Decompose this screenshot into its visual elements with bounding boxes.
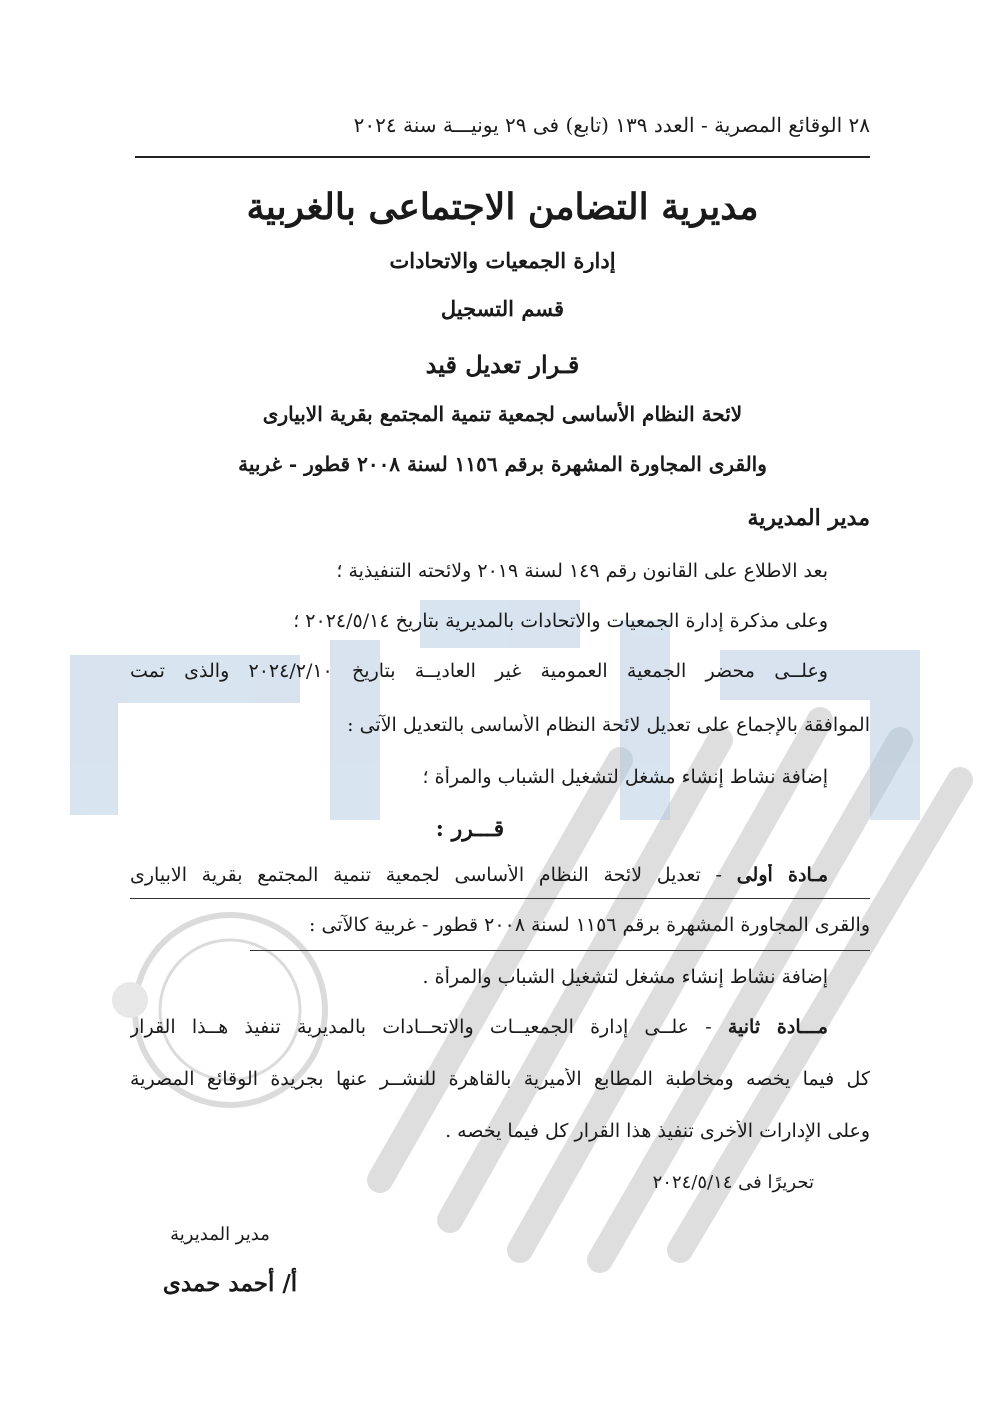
decision-type: قـرار تعديل قيد — [425, 350, 580, 379]
article-2-text: - علــى إدارة الجمعيــات والاتحــادات بالمديرية تنفيذ هــذا القرار — [130, 1016, 728, 1038]
issue-date: تحريرًا فى ٢٠٢٤/٥/١٤ — [652, 1172, 814, 1193]
preamble-line-5: إضافة نشاط إنشاء مشغل لتشغيل الشباب والمرأة ؛ — [422, 766, 828, 788]
article-1-line-1 — [130, 864, 870, 886]
subject-line-1: لائحة النظام الأساسى لجمعية تنمية المجتمع بقرية الابيارى — [262, 402, 743, 426]
subject-line-2: والقرى المجاورة المشهرة برقم ١١٥٦ لسنة ٢٠٠٨ قطور - غربية — [238, 452, 767, 476]
article-2-label: مـــادة ثانية — [727, 1016, 828, 1038]
department-name: إدارة الجمعيات والاتحادات — [389, 248, 616, 273]
issuer-heading: مدير المديرية — [747, 505, 870, 531]
underline-1 — [130, 898, 870, 899]
decides-heading: قـــرر : — [435, 816, 505, 842]
underline-2 — [250, 950, 870, 951]
preamble-line-2: وعلى مذكرة إدارة الجمعيات والاتحادات بالمديرية بتاريخ ٢٠٢٤/٥/١٤ ؛ — [293, 610, 828, 632]
article-1-text: - تعديل لائحة النظام الأساسى لجمعية تنمية المجتمع بقرية الابيارى — [130, 864, 737, 886]
main-title: مديرية التضامن الاجتماعى بالغربية — [246, 186, 759, 228]
preamble-line-1: بعد الاطلاع على القانون رقم ١٤٩ لسنة ٢٠١٩ ولائحته التنفيذية ؛ — [336, 560, 828, 582]
header-divider — [135, 156, 870, 158]
article-1-line-3: إضافة نشاط إنشاء مشغل لتشغيل الشباب والمرأة . — [422, 966, 828, 988]
preamble-line-3: وعلــى محضر الجمعية العمومية غير العاديــة بتاريخ ٢٠٢٤/٢/١٠ والذى تمت — [130, 660, 828, 682]
article-1-line-2: والقرى المجاورة المشهرة برقم ١١٥٦ لسنة ٢٠٠٨ قطور - غربية كالآتى : — [309, 914, 870, 936]
signature-title: مدير المديرية — [170, 1224, 270, 1245]
article-1-label: مـادة أولى — [736, 864, 828, 886]
signature-name: أ/ أحمد حمدى — [162, 1270, 298, 1297]
page-header: ٢٨ الوقائع المصرية - العدد ١٣٩ (تابع) فى ٢٩ يونيـــة سنة ٢٠٢٤ — [353, 113, 870, 137]
article-2-line-1 — [130, 1016, 870, 1038]
article-2-line-2: كل فيما يخصه ومخاطبة المطابع الأميرية بالقاهرة للنشــر عنها بجريدة الوقائع المصرية — [130, 1068, 870, 1090]
section-name: قسم التسجيل — [440, 296, 565, 321]
preamble-line-4: الموافقة بالإجماع على تعديل لائحة النظام الأساسى بالتعديل الآتى : — [347, 714, 870, 736]
article-2-line-3: وعلى الإدارات الأخرى تنفيذ هذا القرار كل فيما يخصه . — [445, 1120, 870, 1142]
